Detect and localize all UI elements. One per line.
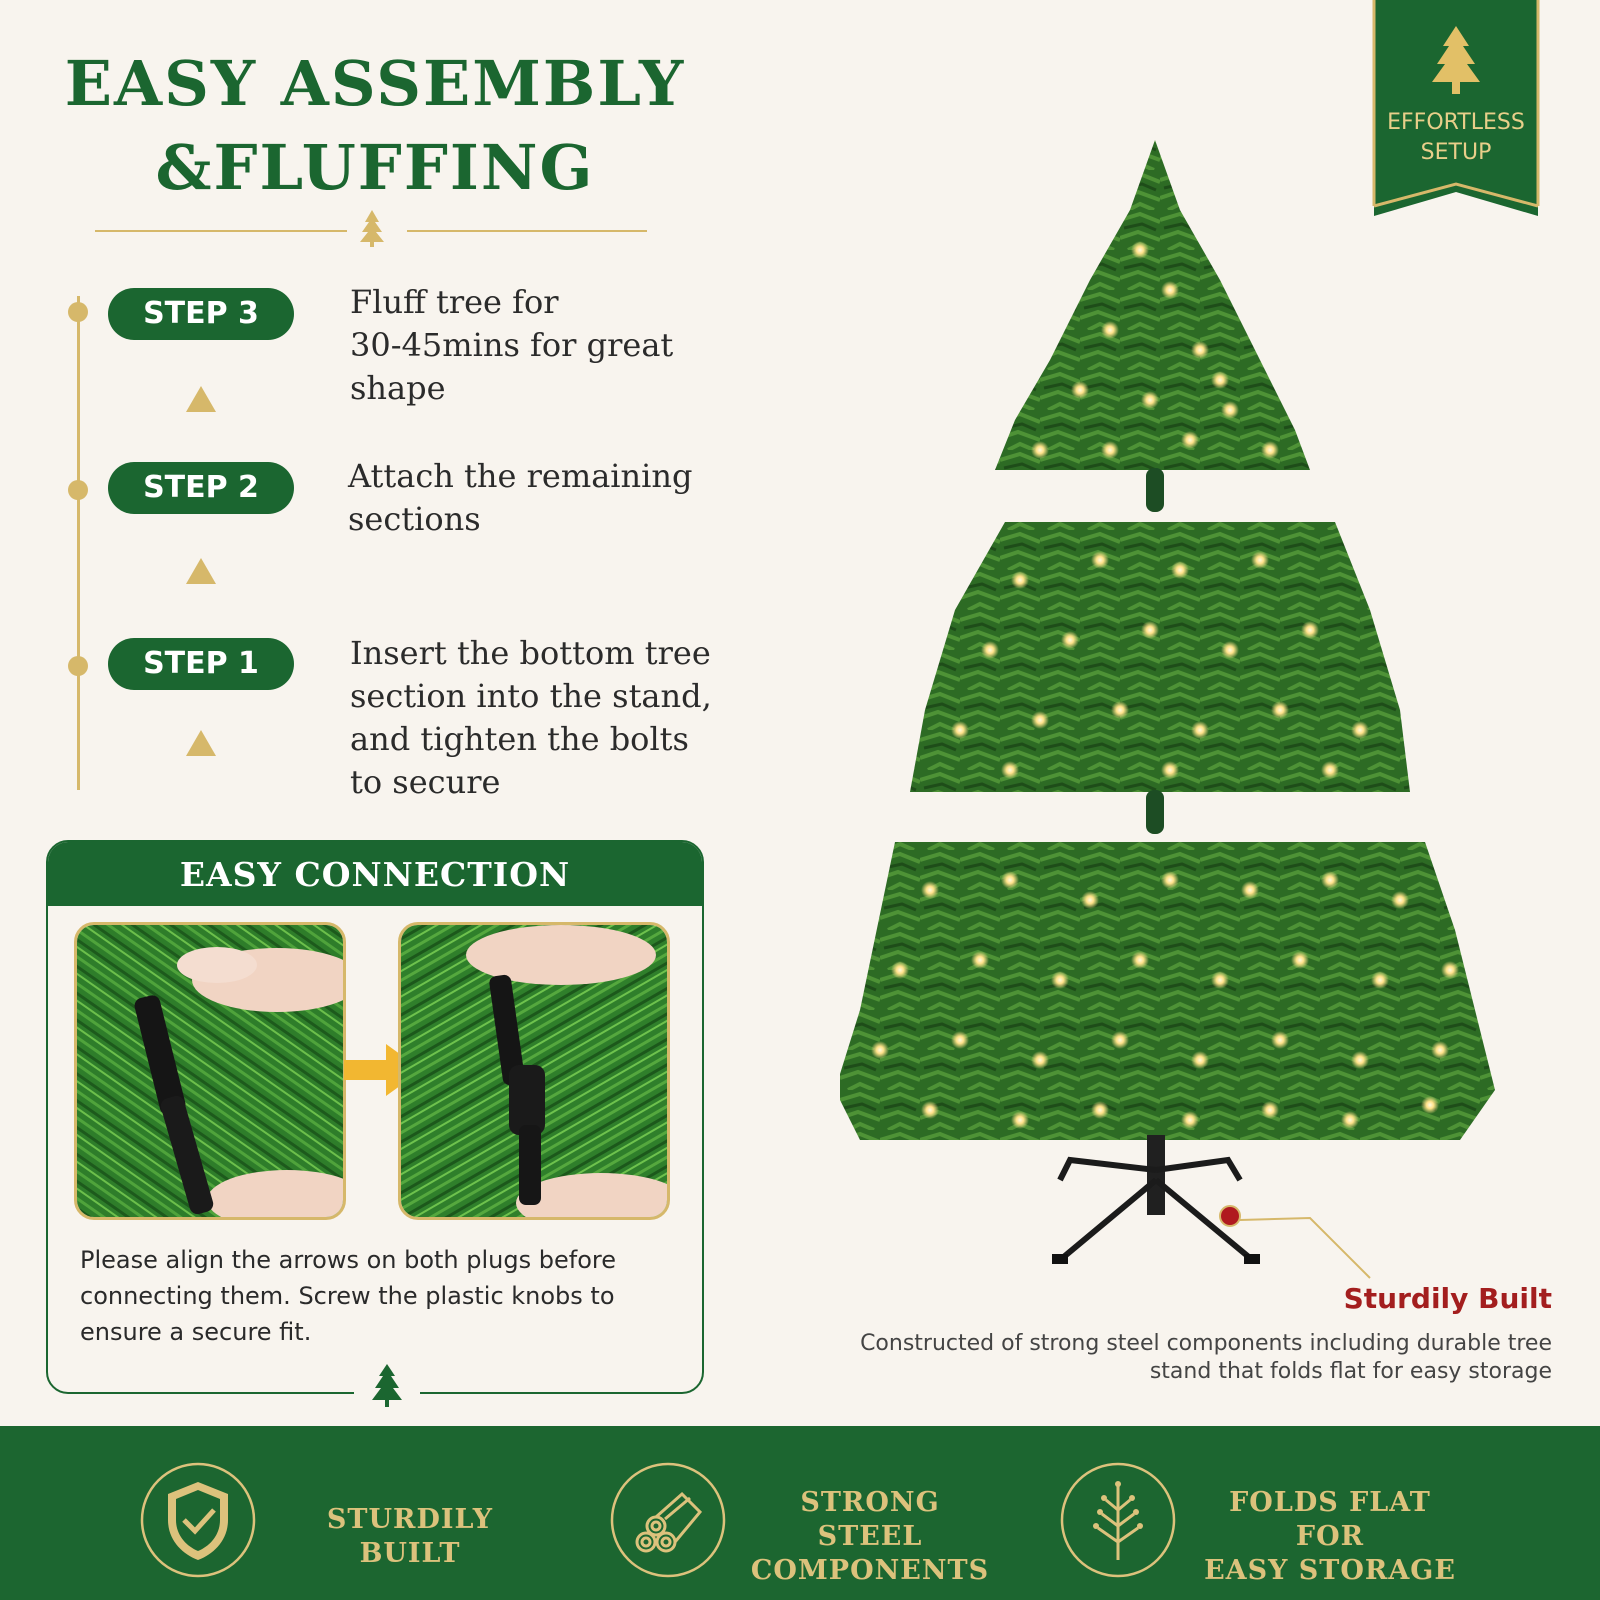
easy-connection-panel	[46, 840, 704, 1394]
step-3-badge: STEP 3	[108, 288, 294, 340]
panel-tree-icon-holder	[354, 1360, 420, 1410]
effortless-setup-label: EFFORTLESS SETUP	[1387, 110, 1525, 165]
feature-strong-steel	[610, 1462, 1010, 1586]
title-line-1: EASY ASSEMBLY	[64, 47, 686, 120]
step-1-badge: STEP 1	[108, 638, 294, 690]
steps-timeline	[77, 296, 80, 790]
up-arrow-icon	[184, 556, 218, 586]
shield-check-icon	[140, 1462, 256, 1578]
up-arrow-icon	[184, 728, 218, 758]
step-3-text: Fluff tree for 30-45mins for great shape	[350, 283, 674, 407]
timeline-dot	[68, 656, 88, 676]
branch-icon	[1060, 1462, 1176, 1578]
sturdily-built-callout-title: Sturdily Built	[1343, 1282, 1552, 1315]
easy-connection-title: EASY CONNECTION	[48, 842, 702, 906]
timeline-dot	[68, 302, 88, 322]
feature-label: FOLDS FLAT FOR EASY STORAGE	[1204, 1487, 1456, 1586]
christmas-tree-sections-image	[840, 130, 1520, 1310]
features-band	[0, 1426, 1600, 1600]
tree-icon	[357, 208, 387, 248]
feature-label: STURDILY BUILT	[326, 1504, 494, 1569]
step-1-text: Insert the bottom tree section into the stand, and tighten the bolts to secure	[350, 634, 712, 801]
feature-label: STRONG STEEL COMPONENTS	[750, 1487, 990, 1586]
title-line-2: &FLUFFING	[155, 131, 595, 204]
feature-folds-flat	[1060, 1462, 1480, 1586]
page-title	[40, 42, 710, 210]
title-divider	[95, 208, 647, 248]
step-2-text: Attach the remaining sections	[348, 457, 693, 538]
easy-connection-description: Please align the arrows on both plugs before connecting them. Screw the plastic knobs to ensure a secure fit.	[80, 1246, 616, 1346]
feature-sturdily-built	[140, 1462, 560, 1578]
up-arrow-icon	[184, 384, 218, 414]
steel-pipes-icon	[610, 1462, 726, 1578]
timeline-dot	[68, 480, 88, 500]
tree-icon	[354, 1360, 420, 1410]
plug-before-photo	[74, 922, 346, 1220]
sturdily-built-callout-description: Constructed of strong steel components including durable tree stand that folds flat for easy storage	[860, 1331, 1552, 1384]
plug-after-photo	[398, 922, 670, 1220]
step-2-badge: STEP 2	[108, 462, 294, 514]
